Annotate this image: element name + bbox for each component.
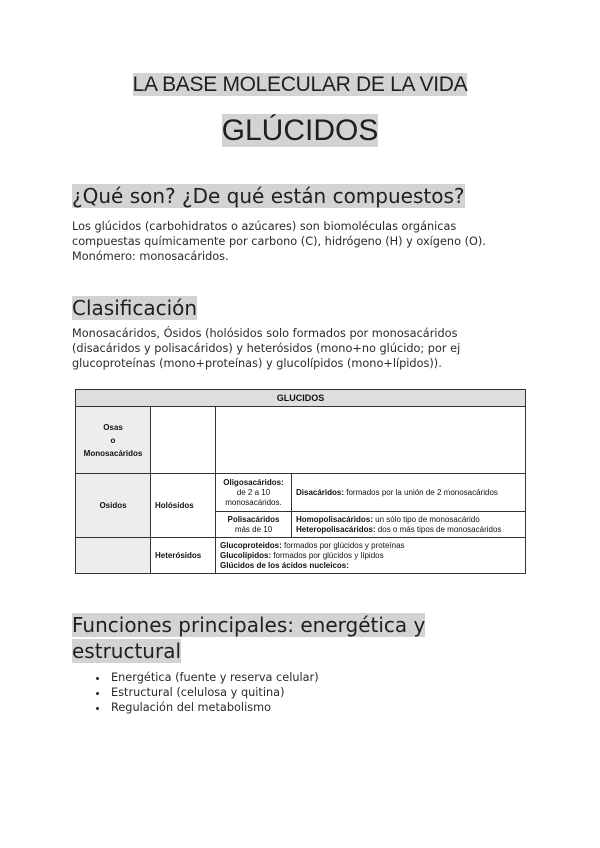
section-heading-what-text: ¿Qué son? ¿De qué están compuestos? bbox=[72, 184, 465, 208]
paragraph-line: Monosacáridos, Ósidos (holósidos solo formados por monosacáridos bbox=[72, 327, 458, 340]
cell-term: Homopolisacáridos: bbox=[296, 514, 373, 524]
section-heading-classification bbox=[72, 296, 197, 320]
cell-osas-line: o bbox=[110, 435, 116, 445]
list-item: • Estructural (celulosa y quitina) bbox=[109, 685, 319, 700]
cell-desc: formados por la unión de 2 monosacáridos bbox=[344, 488, 498, 497]
cell-term: Glucoproteidos: bbox=[220, 540, 282, 550]
table-header-row bbox=[76, 390, 526, 407]
paragraph-line: Monómero: monosacáridos. bbox=[72, 250, 229, 263]
cell-polisacaridos bbox=[216, 512, 292, 538]
list-item: • Regulación del metabolismo bbox=[109, 700, 319, 715]
document-subtitle-text: LA BASE MOLECULAR DE LA VIDA bbox=[132, 73, 468, 96]
cell-term: Heteropolisacáridos: bbox=[296, 524, 376, 534]
cell-term: Disacáridos: bbox=[296, 488, 345, 497]
cell-term: Glucolípidos: bbox=[220, 550, 272, 560]
list-item: • Energética (fuente y reserva celular) bbox=[109, 670, 319, 685]
section-heading-classification-text: Clasificación bbox=[72, 296, 198, 320]
table-row-oligo bbox=[76, 474, 526, 512]
section-heading-functions-line: Funciones principales: energética y bbox=[72, 613, 426, 637]
table-header-cell: GLUCIDOS bbox=[76, 390, 526, 407]
section-paragraph-classification bbox=[72, 326, 532, 371]
cell-desc: más de 10 bbox=[234, 524, 273, 534]
paragraph-line: compuestas químicamente por carbono (C), hidrógeno (H) y oxígeno (O). bbox=[72, 235, 486, 248]
cell-term: Oligosacáridos: bbox=[223, 477, 284, 487]
paragraph-line: glucoproteínas (mono+proteínas) y glucolípidos (mono+lípidos)). bbox=[72, 357, 442, 370]
cell-desc: dos o más tipos de monosacáridos bbox=[375, 524, 502, 534]
cell-homo-hetero bbox=[292, 512, 526, 538]
section-heading-functions-line: estructural bbox=[72, 639, 182, 663]
section-heading-functions bbox=[72, 612, 425, 664]
functions-list bbox=[91, 670, 319, 715]
cell-term: Glúcidos de los ácidos nucleicos: bbox=[220, 560, 349, 570]
cell-desc: de 2 a 10 monosacáridos. bbox=[225, 487, 282, 507]
document-title bbox=[0, 112, 600, 150]
paragraph-line: Los glúcidos (carbohidratos o azúcares) son biomoléculas orgánicas bbox=[72, 220, 457, 233]
cell-osas-line: Osas bbox=[103, 422, 123, 432]
cell-disacaridos bbox=[292, 474, 526, 512]
document-subtitle bbox=[0, 72, 600, 98]
table-row-osas bbox=[76, 407, 526, 474]
cell-osidos: Osidos bbox=[76, 474, 151, 538]
cell-osas-line: Monosacáridos bbox=[83, 448, 143, 458]
cell-empty bbox=[76, 538, 151, 574]
cell-oligosacaridos bbox=[216, 474, 292, 512]
cell-osas bbox=[76, 407, 151, 474]
table-row-heterosidos bbox=[76, 538, 526, 574]
cell-empty bbox=[216, 407, 526, 474]
glucidos-classification-table bbox=[75, 389, 526, 574]
cell-term: Polisacáridos bbox=[227, 514, 280, 524]
cell-desc: formados por glúcidos y lípidos bbox=[271, 550, 384, 560]
cell-empty bbox=[151, 407, 216, 474]
cell-desc: un sólo tipo de monosacárido bbox=[372, 514, 480, 524]
cell-holosidos: Holósidos bbox=[151, 474, 216, 538]
cell-heterosidos: Heterósidos bbox=[151, 538, 216, 574]
cell-desc: formados por glúcidos y proteínas bbox=[281, 540, 405, 550]
section-heading-what bbox=[72, 184, 465, 208]
document-title-text: GLÚCIDOS bbox=[221, 114, 379, 147]
cell-heterosidos-types bbox=[216, 538, 526, 574]
paragraph-line: (disacáridos y polisacáridos) y heterósidos (mono+no glúcido; por ej bbox=[72, 342, 461, 355]
section-paragraph-what bbox=[72, 219, 532, 264]
